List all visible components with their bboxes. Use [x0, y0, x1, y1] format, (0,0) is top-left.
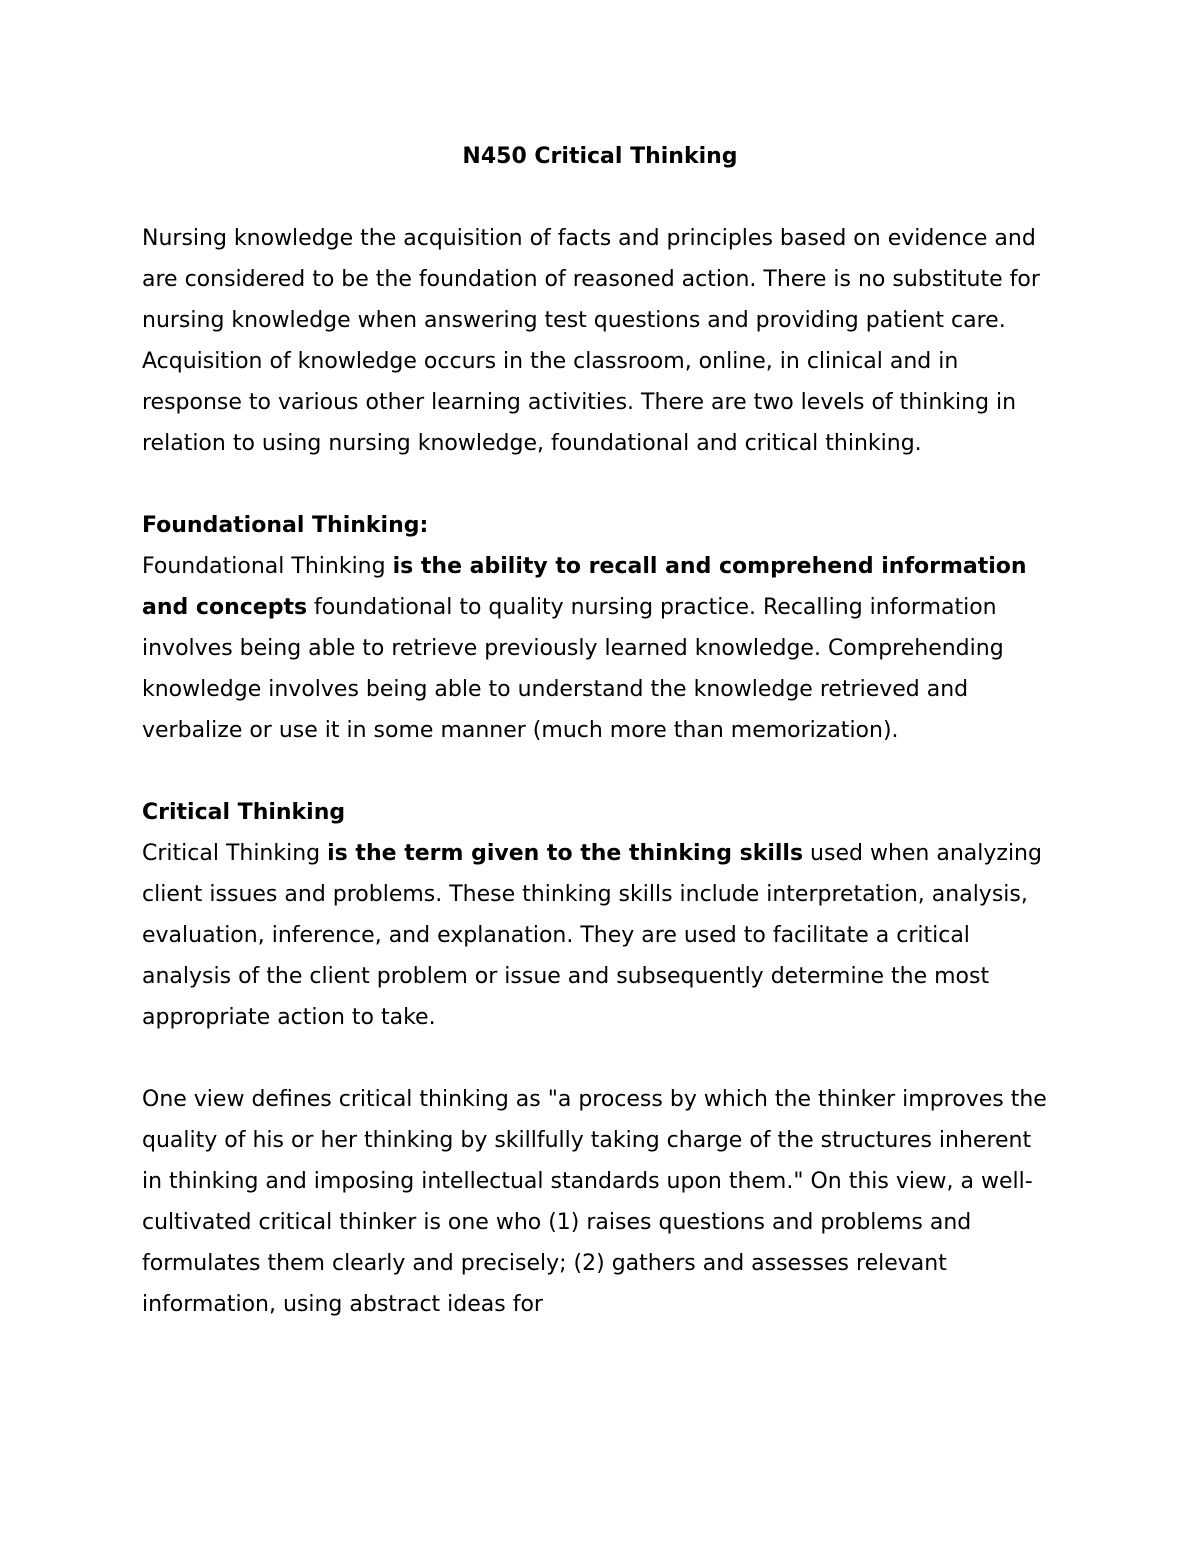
foundational-thinking-paragraph	[142, 546, 1058, 751]
critical-thinking-paragraph	[142, 833, 1058, 1038]
critical-lead-text: Critical Thinking	[142, 841, 328, 866]
spacer	[142, 751, 1058, 792]
spacer	[142, 464, 1058, 505]
critical-thinking-heading: Critical Thinking	[142, 800, 346, 825]
document-body	[142, 136, 1058, 1325]
critical-rest-text: used when analyzing client issues and problems. These thinking skills include interpretation, analysis, evaluation, inference, and explanation. They are used to facilitate a critical analysis of the client problem or issue and subsequently determine the most appropriate action to take.	[142, 841, 1042, 1030]
foundational-bold-text: is the ability to recall and comprehend information and concepts	[142, 554, 1027, 620]
critical-bold-text: is the term given to the thinking skills	[327, 841, 804, 866]
intro-paragraph: Nursing knowledge the acquisition of facts and principles based on evidence and are considered to be the foundation of reasoned action. There is no substitute for nursing knowledge when answering test questions and providing patient care. Acquisition of knowledge occurs in the classroom, online, in clinical and in response to various other learning activities. There are two levels of thinking in relation to using nursing knowledge, foundational and critical thinking.	[142, 226, 1040, 456]
critical-view-paragraph: One view defines critical thinking as "a process by which the thinker improves the quality of his or her thinking by skillfully taking charge of the structures inherent in thinking and imposing intellectual standards upon them." On this view, a well-cultivated critical thinker is one who (1) raises questions and problems and formulates them clearly and precisely; (2) gathers and assesses relevant information, using abstract ideas for	[142, 1087, 1047, 1317]
spacer	[142, 1038, 1058, 1079]
foundational-lead-text: Foundational Thinking	[142, 554, 393, 579]
foundational-thinking-heading: Foundational Thinking:	[142, 513, 429, 538]
foundational-rest-text: foundational to quality nursing practice. Recalling information involves being able to retrieve previously learned knowledge. Comprehending knowledge involves being able to understand the knowledge retrieved and verbalize or use it in some manner (much more than memorization).	[142, 595, 1004, 743]
document-title: N450 Critical Thinking	[462, 144, 738, 169]
spacer	[142, 177, 1058, 218]
